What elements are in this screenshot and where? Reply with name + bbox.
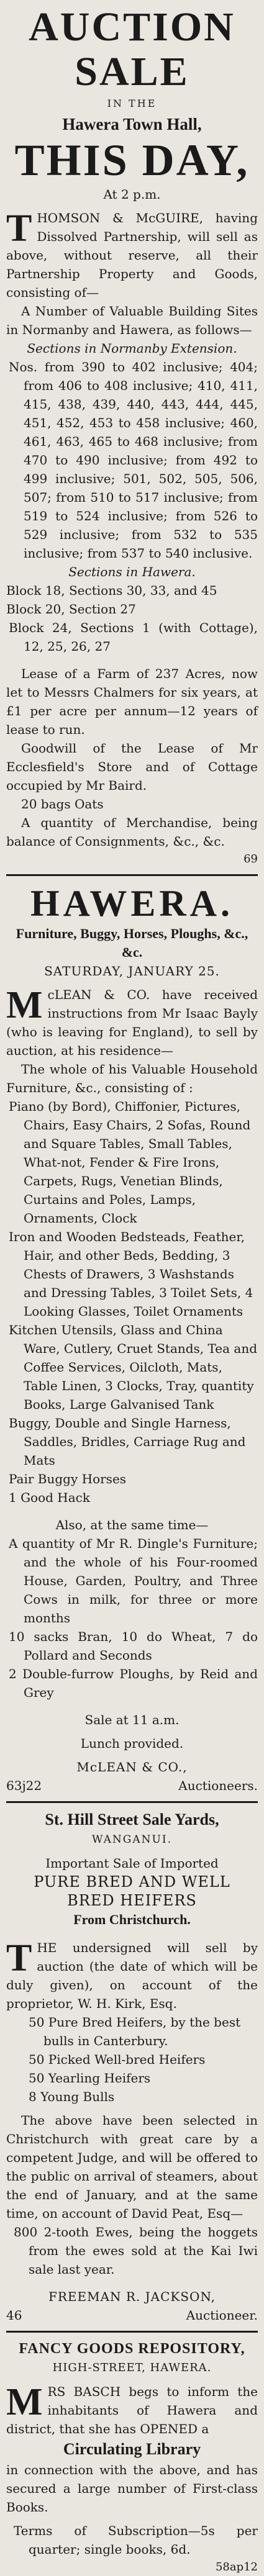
list-item: Kitchen Utensils, Glass and China Ware, Cutlery, Cruet Stands, Tea and Coffee Services, Oilcloth, Mats, Table Linen, 3 Clocks, Tray, quantity Books, Large Galvanised Tank [9,1322,258,1412]
place-line: WANGANUI. [92,1833,172,1846]
auctioneer-role: Auctioneer. [186,2308,258,2323]
normanby-lots: Nos. from 390 to 402 inclusive; 404; from 406 to 408 inclusive; 410, 411, 415, 438, 439, 440, 443, 444, 445, 451, 452, 453 to 458 inclusive; 460, 461, 463, 465 to 468 inclusive; from 470 to 490 inclusive; from 492 to 499 inclusive; 501, 502, 505, 506, 507; from 510 to 517 inclusive; from 519 to 524 inclusive; from 526 to 529 inclusive; from 532 to 535 inclusive; from 537 to 540 inclusive. [9,359,258,561]
firm-role: Auctioneers. [178,1778,258,1793]
intro-text: HE undersigned will sell by auction (the date of which will be duly given), on account of the proprietor, W. H. Kirk, Esq. [6,1940,258,2011]
sale-heading: Important Sale of Imported [45,1856,219,1871]
sale-time: At 2 p.m. [103,187,161,202]
list-item: 10 sacks Bran, 10 do Wheat, 7 do Pollard and Seconds [9,1629,258,1663]
lunch-note: Lunch provided. [80,1736,184,1751]
item-list [6,1097,258,1507]
intro-paragraph [6,2382,258,2438]
furniture-heading: The whole of his Valuable Household Furniture, &c., consisting of : [6,1062,258,1095]
newspaper-column [6,0,258,2576]
breed-heading: PURE BRED AND WELL BRED HEIFERS [34,1873,230,1909]
signature-row [6,1776,258,1795]
drop-cap: M [6,2381,43,2423]
intro-text: HOMSON & McGUIRE, having Dissolved Partnership, will sell as above, without reserve, all their Partnership Property and Goods, consisting of— [6,210,258,300]
firm-name: McLEAN & CO., [76,1760,188,1774]
intro-text: RS BASCH begs to inform the inhabitants of Hawera and district, that she has OPENED a [6,2384,258,2436]
ad-headline: St. Hill Street Sale Yards, [45,1810,219,1828]
list-item: 50 Pure Bred Heifers, by the best bulls in Canterbury. [29,2015,241,2048]
auctioneer-name: FREEMAN R. JACKSON, [48,2289,216,2304]
ad-reference: 46 [6,2308,22,2323]
ad-connector: IN THE [107,97,157,109]
intro-paragraph [6,209,258,302]
fancy-goods-advertisement [6,2339,258,2576]
list-item: 50 Yearling Heifers [29,2071,151,2086]
divider [6,874,258,876]
sale-date: SATURDAY, JANUARY 25. [44,964,220,978]
oats-line: 20 bags Oats [21,797,104,811]
heifer-sale-advertisement [6,1809,258,2325]
goodwill-paragraph: Goodwill of the Lease of Mr Ecclesfield's Store and of Cottage occupied by Mr Baird. [6,741,258,793]
intro-text: cLEAN & CO. have received instructions from Mr Isaac Bayly (who is leaving for England), to sell by auction, at his residence— [6,987,258,1058]
body-paragraph: The above have been selected in Christchurch with great care by a competent Judge, and will be offered to the public on arrival of steamers, about the end of January, and at the same time, on account of David Peat, Esq— [6,2113,258,2221]
drop-cap: T [6,207,32,250]
body-paragraph: in connection with the above, and has secured a large number of First-class Books. [6,2462,258,2515]
library-heading: Circulating Library [63,2440,201,2458]
list-item: 1 Good Hack [9,1490,90,1505]
sale-day: THIS DAY, [14,135,250,185]
also-heading: Also, at the same time— [55,1517,209,1532]
venue: Hawera Town Hall, [62,115,202,133]
stock-list [6,2013,258,2106]
hawera-lot: Block 24, Sections 1 (with Cottage), 12, 25, 26, 27 [9,620,258,654]
intro-paragraph [6,1938,258,2013]
hawera-lot: Block 20, Section 27 [6,602,136,617]
list-item: A quantity of Mr R. Dingle's Furniture; and the whole of his Four-roomed House, Garden, Poultry, and Three Cows in milk, for three or more months [9,1536,258,1625]
signature-row [6,2306,258,2325]
list-item: Piano (by Bord), Chiffonier, Pictures, Chairs, Easy Chairs, 2 Sofas, Round and Square Tables, Small Tables, What-not, Fender & Fire Irons, Carpets, Rugs, Venetian Blinds, Curtains and Poles, Lamps, Ornaments, Clock [9,1099,251,1226]
ad-headline: AUCTION SALE [29,4,235,94]
sale-time: Sale at 11 a.m. [84,1712,180,1727]
drop-cap: T [6,1937,32,1979]
divider [6,1801,258,1803]
lease-paragraph: Lease of a Farm of 237 Acres, now let to Messrs Chalmers for six years, at £1 per acre per annum—12 years of lease to run. [6,666,258,737]
list-item: Pair Buggy Horses [9,1471,127,1486]
ad-headline: FANCY GOODS REPOSITORY, [19,2341,245,2357]
furniture-sale-advertisement [6,882,258,1795]
merchandise-paragraph: A quantity of Merchandise, being balance of Consignments, &c., &c. [6,815,258,849]
place-line: HIGH-STREET, HAWERA. [52,2361,212,2374]
terms-paragraph: Terms of Subscription—5s per quarter; single books, 6d. [14,2523,258,2557]
auction-sale-advertisement [6,5,258,868]
sites-paragraph: A Number of Valuable Building Sites in Normanby and Hawera, as follows— [6,304,258,337]
list-item: 8 Young Bulls [29,2089,115,2104]
list-item: Buggy, Double and Single Harness, Saddles, Bridles, Carriage Rug and Mats [9,1416,246,1468]
drop-cap: M [6,984,43,1026]
ad-reference: 58ap12 [215,2560,258,2574]
ad-reference: 63j22 [6,1778,42,1793]
ad-reference: 69 [244,852,258,865]
list-item: 50 Picked Well-bred Heifers [29,2052,206,2067]
list-item: 2 Double-furrow Ploughs, by Reid and Grey [9,1666,258,1700]
divider [6,2331,258,2333]
intro-paragraph [6,985,258,1060]
ad-subtitle: Furniture, Buggy, Horses, Ploughs, &c., &c. [16,926,248,960]
section-heading-normanby: Sections in Normanby Extension. [27,341,237,356]
hawera-lot: Block 18, Sections 30, 33, and 45 [6,583,217,598]
ewes-paragraph: 800 2-tooth Ewes, being the hoggets from the ewes sold at the Kai Iwi sale last year. [14,2225,258,2277]
section-heading-hawera: Sections in Hawera. [68,564,196,579]
origin-line: From Christchurch. [73,1912,191,1927]
ad-headline: HAWERA. [30,883,234,924]
list-item: Iron and Wooden Bedsteads, Feather, Hair, and other Beds, Bedding, 3 Chests of Drawers, 3 Washstands and Dressing Tables, 3 Toilet Sets, 4 Looking Glasses, Toilet Ornaments [9,1229,253,1319]
